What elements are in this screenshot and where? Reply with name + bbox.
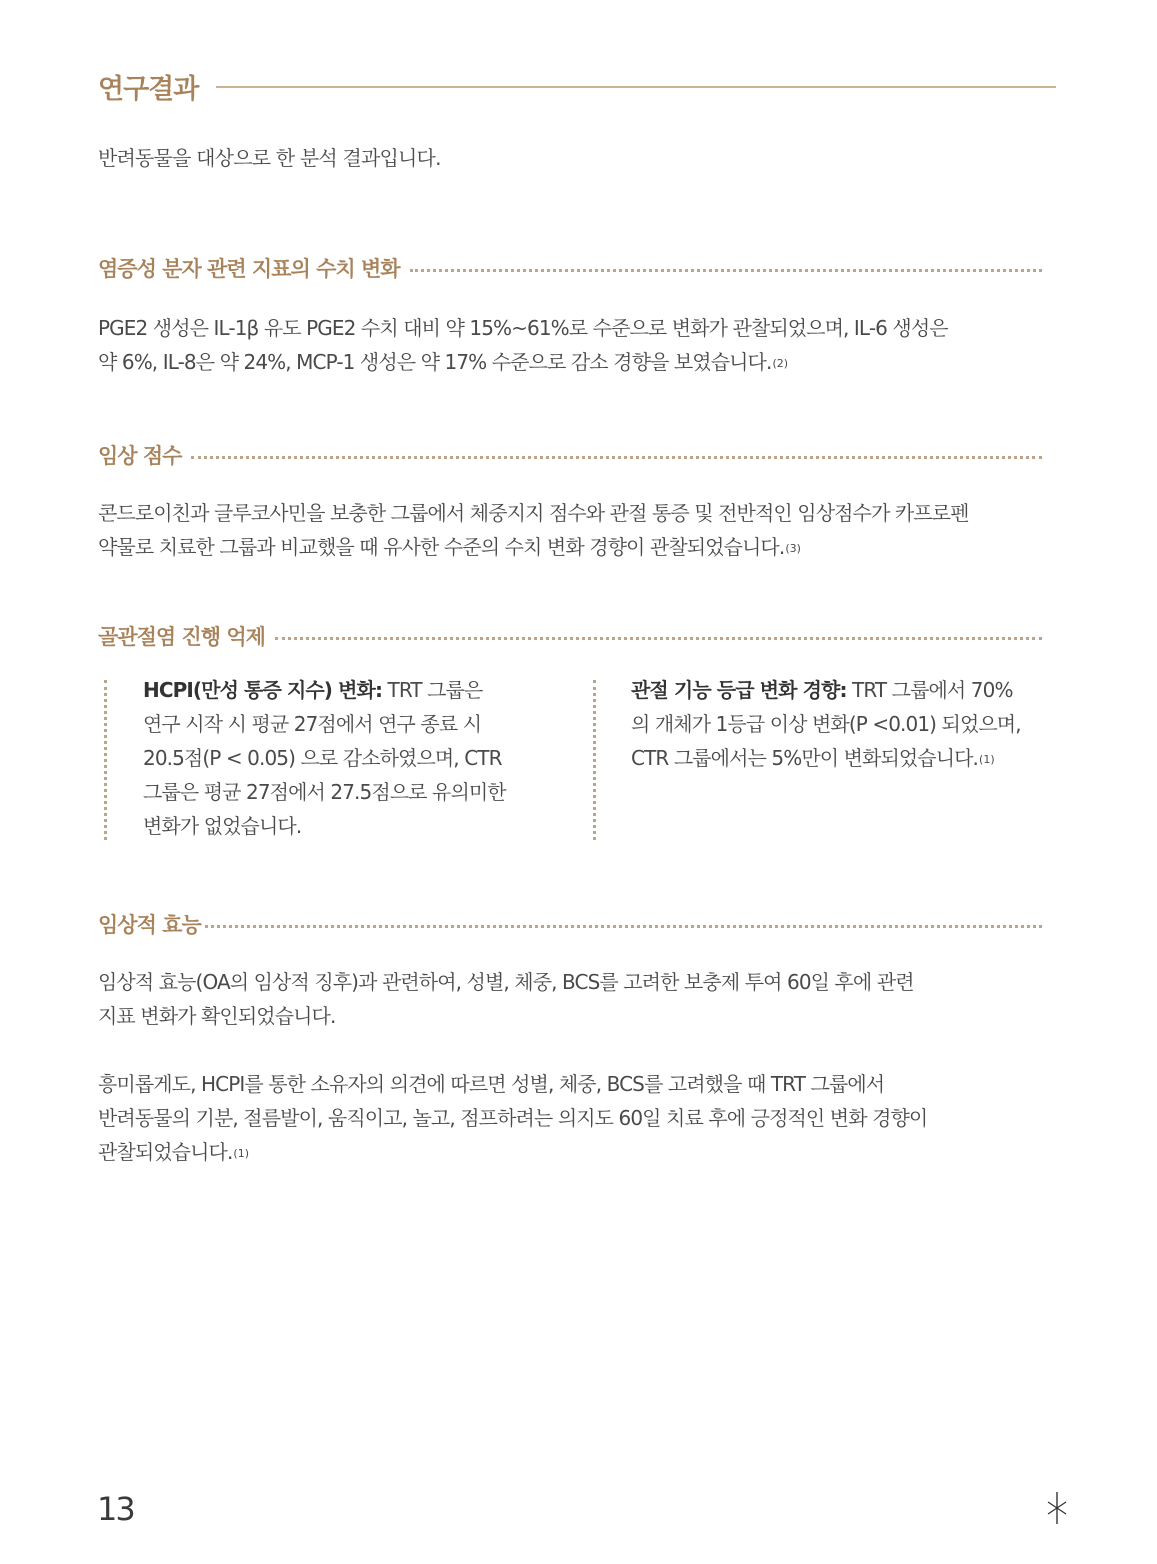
paragraph-line: 흥미롭게도, HCPI를 통한 소유자의 의견에 따르면 성별, 체중, BCS를 고려했을 때 TRT 그룹에서 xyxy=(98,1072,885,1096)
column-line xyxy=(631,673,1021,707)
section-header-efficacy xyxy=(98,909,1042,939)
reference-mark: (1) xyxy=(233,1147,249,1160)
column-line: 20.5점(P < 0.05) 으로 감소하였으며, CTR xyxy=(143,746,502,770)
page-title: 연구결과 xyxy=(98,73,199,105)
paragraph-line: 콘드로이친과 글루코사민을 보충한 그룹에서 체중지지 점수와 관절 통증 및 전반적인 임상점수가 카프로펜 xyxy=(98,501,969,525)
column-first-text: TRT 그룹에서 70% xyxy=(846,678,1013,702)
clinical-score-paragraph xyxy=(98,496,969,566)
dotted-rule xyxy=(205,925,1042,928)
reference-mark: (3) xyxy=(785,542,801,555)
section-title: 임상적 효능 xyxy=(98,913,201,937)
column-line: 그룹은 평균 27점에서 27.5점으로 유의미한 xyxy=(143,780,506,804)
section-header-inflammation xyxy=(98,253,1042,283)
section-header-clinical-score xyxy=(98,440,1042,470)
dotted-rule xyxy=(191,456,1042,459)
column-dotted-divider xyxy=(593,680,596,840)
column-line: 연구 시작 시 평균 27점에서 연구 종료 시 xyxy=(143,712,482,736)
joint-function-column xyxy=(631,673,1021,777)
paragraph-line xyxy=(98,530,969,566)
intro-text: 반려동물을 대상으로 한 분석 결과입니다. xyxy=(98,146,441,170)
section-title: 골관절염 진행 억제 xyxy=(98,625,265,649)
inflammation-paragraph xyxy=(98,311,948,381)
dotted-rule xyxy=(275,637,1042,640)
paragraph-line: 반려동물의 기분, 절름발이, 움직이고, 놀고, 점프하려는 의지도 60일 치료 후에 긍정적인 변화 경향이 xyxy=(98,1106,928,1130)
paragraph-line xyxy=(98,1135,927,1171)
efficacy-paragraph-2 xyxy=(98,1067,927,1171)
paragraph-line-text: 약 6%, IL-8은 약 24%, MCP-1 생성은 약 17% 수준으로 감소 경향을 보였습니다. xyxy=(98,350,772,374)
paragraph-line: PGE2 생성은 IL-1β 유도 PGE2 수치 대비 약 15%~61%로 수준으로 변화가 관찰되었으며, IL-6 생성은 xyxy=(98,316,948,340)
reference-mark: (2) xyxy=(772,357,789,370)
column-lead: 관절 기능 등급 변화 경향: xyxy=(631,678,847,702)
efficacy-paragraph-1 xyxy=(98,965,914,1033)
column-line-text: CTR 그룹에서는 5%만이 변화되었습니다. xyxy=(631,746,979,770)
column-line xyxy=(143,673,506,707)
hcpi-column xyxy=(143,673,506,843)
column-line: 의 개체가 1등급 이상 변화(P <0.01) 되었으며, xyxy=(631,712,1021,736)
section-title: 염증성 분자 관련 지표의 수치 변화 xyxy=(98,257,400,281)
dotted-rule xyxy=(410,269,1042,272)
column-lead: HCPI(만성 통증 지수) 변화: xyxy=(143,678,383,702)
column-first-text: TRT 그룹은 xyxy=(382,678,483,702)
title-rule xyxy=(216,86,1056,88)
column-line xyxy=(631,741,1021,777)
star-icon xyxy=(1043,1490,1071,1526)
paragraph-line: 임상적 효능(OA의 임상적 징후)과 관련하여, 성별, 체중, BCS를 고려한 보충제 투여 60일 후에 관련 xyxy=(98,970,914,994)
page-header xyxy=(98,68,1056,104)
reference-mark: (1) xyxy=(979,753,995,766)
paragraph-line xyxy=(98,345,948,381)
section-header-osteoarthritis xyxy=(98,621,1042,651)
column-dotted-divider xyxy=(104,680,107,840)
paragraph-line-text: 약물로 치료한 그룹과 비교했을 때 유사한 수준의 수치 변화 경향이 관찰되었습니다. xyxy=(98,535,785,559)
section-title: 임상 점수 xyxy=(98,444,182,468)
page-number: 13 xyxy=(97,1490,134,1528)
paragraph-line-text: 관찰되었습니다. xyxy=(98,1140,233,1164)
column-line: 변화가 없었습니다. xyxy=(143,814,302,838)
paragraph-line: 지표 변화가 확인되었습니다. xyxy=(98,1004,336,1028)
